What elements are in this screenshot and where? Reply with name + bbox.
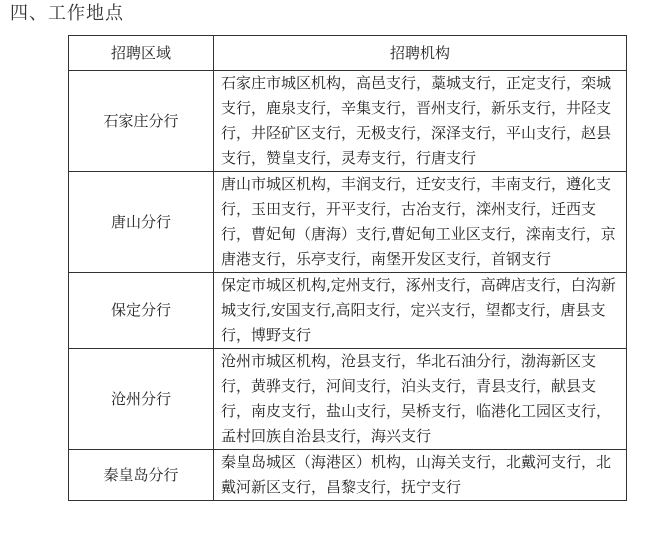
organization-cell: 石家庄市城区机构，高邑支行，藁城支行，正定支行，栾城支行，鹿泉支行，辛集支行，晋州支行，新乐支行，井陉支行，井陉矿区支行，无极支行，深泽支行，平山支行，赵县支行，赞皇支行，灵寿支行，行唐支行 bbox=[214, 71, 627, 172]
section-title: 四、工作地点 bbox=[10, 3, 124, 24]
table-row bbox=[69, 172, 627, 273]
table-row bbox=[69, 273, 627, 349]
header-region: 招聘区域 bbox=[69, 36, 214, 71]
region-cell: 沧州分行 bbox=[69, 349, 214, 450]
table-row bbox=[69, 450, 627, 501]
organization-cell: 秦皇岛城区（海港区）机构，山海关支行，北戴河支行，北戴河新区支行，昌黎支行，抚宁支行 bbox=[214, 450, 627, 501]
organization-cell: 保定市城区机构,定州支行，涿州支行，高碑店支行，白沟新城支行,安国支行,高阳支行，定兴支行，望都支行，唐县支行，博野支行 bbox=[214, 273, 627, 349]
region-cell: 唐山分行 bbox=[69, 172, 214, 273]
table-header-row bbox=[69, 36, 627, 71]
region-cell: 石家庄分行 bbox=[69, 71, 214, 172]
header-organization: 招聘机构 bbox=[214, 36, 627, 71]
table-row bbox=[69, 71, 627, 172]
region-cell: 保定分行 bbox=[69, 273, 214, 349]
region-cell: 秦皇岛分行 bbox=[69, 450, 214, 501]
recruitment-location-table bbox=[68, 35, 627, 501]
organization-cell: 沧州市城区机构，沧县支行，华北石油分行，渤海新区支行，黄骅支行，河间支行，泊头支行，青县支行，献县支行，南皮支行，盐山支行，吴桥支行，临港化工园区支行，孟村回族自治县支行，海兴支行 bbox=[214, 349, 627, 450]
organization-cell: 唐山市城区机构，丰润支行，迁安支行，丰南支行，遵化支行，玉田支行，开平支行，古冶支行，滦州支行，迁西支行，曹妃甸（唐海）支行,曹妃甸工业区支行，滦南支行，京唐港支行，乐亭支行，南堡开发区支行，首钢支行 bbox=[214, 172, 627, 273]
table-row bbox=[69, 349, 627, 450]
